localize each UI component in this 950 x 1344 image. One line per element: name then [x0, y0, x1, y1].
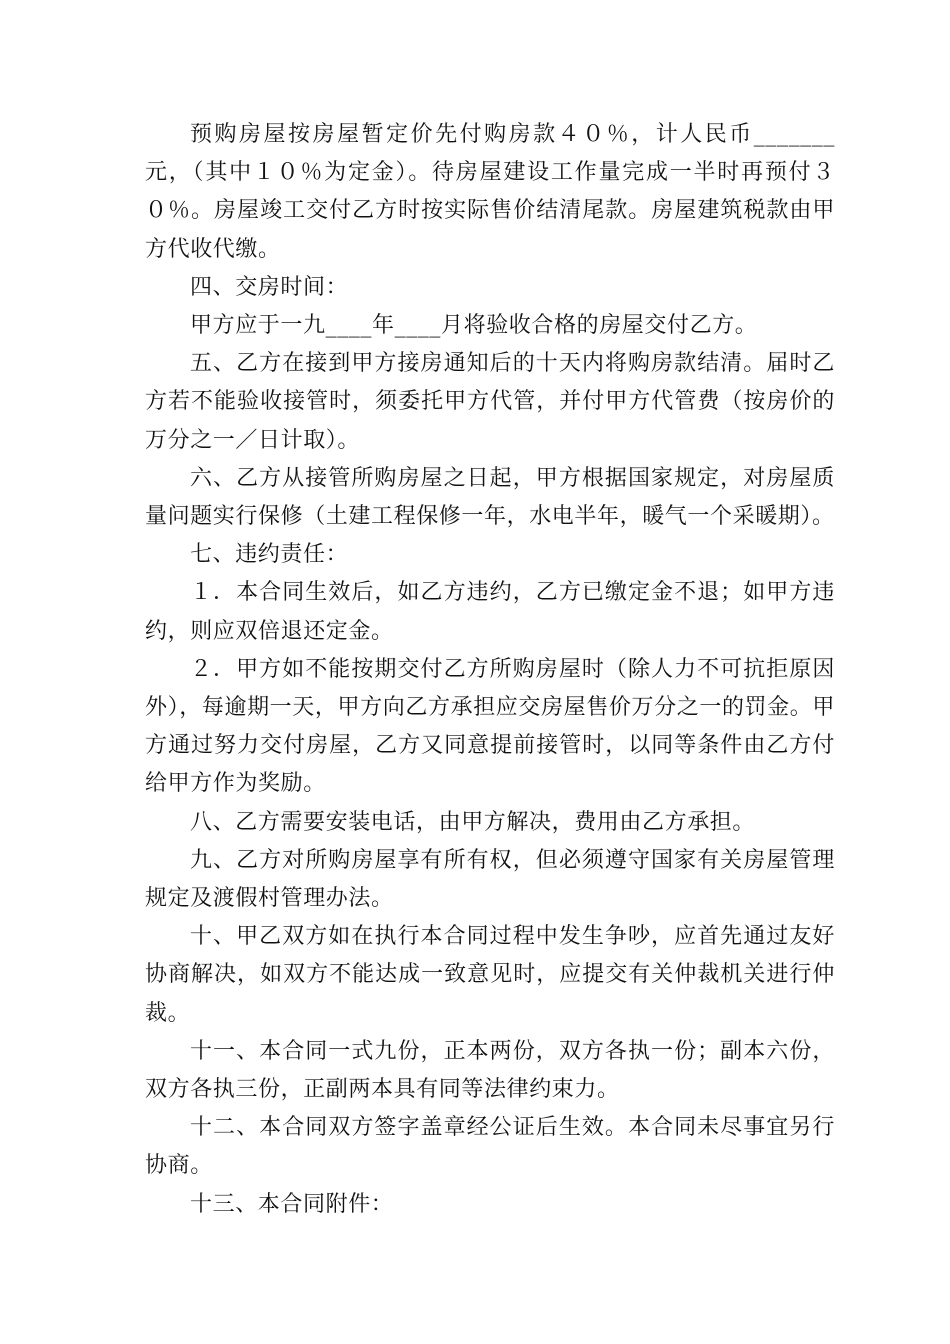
paragraph-delivery-date: 甲方应于一九____年____月将验收合格的房屋交付乙方。 — [190, 313, 758, 339]
paragraph-clause-nine: 九、乙方对所购房屋享有所有权，但必须遵守国家有关房屋管理规定及渡假村管理办法。 — [145, 847, 835, 912]
paragraph-breach-item-1: １．本合同生效后，如乙方违约，乙方已缴定金不退；如甲方违约，则应双倍退还定金。 — [145, 580, 835, 644]
paragraph-clause-five: 五、乙方在接到甲方接房通知后的十天内将购房款结清。届时乙方若不能验收接管时，须委托甲方代管，并付甲方代管费（按房价的万分之一／日计取）。 — [145, 351, 835, 453]
paragraph-prepayment: 预购房屋按房屋暂定价先付购房款４０％，计人民币_______元，（其中１０％为定金）。待房屋建设工作量完成一半时再预付３０％。房屋竣工交付乙方时按实际售价结清尾款。房屋建筑税款由甲方代收代缴。 — [145, 122, 835, 262]
paragraph-breach-item-2: ２．甲方如不能按期交付乙方所购房屋时（除人力不可抗拒原因外），每逾期一天，甲方向乙方承担应交房屋售价万分之一的罚金。甲方通过努力交付房屋，乙方又同意提前接管时，以同等条件由乙方付给甲方作为奖励。 — [145, 656, 835, 797]
paragraph-clause-ten: 十、甲乙双方如在执行本合同过程中发生争吵，应首先通过友好协商解决，如双方不能达成一致意见时，应提交有关仲裁机关进行仲裁。 — [145, 924, 835, 1026]
contract-text — [145, 116, 835, 1224]
heading-breach-liability: 七、违约责任： — [190, 542, 349, 568]
paragraph-clause-eight: 八、乙方需要安装电话，由甲方解决，费用由乙方承担。 — [190, 809, 756, 835]
heading-attachments: 十三、本合同附件： — [190, 1191, 394, 1217]
heading-delivery-time: 四、交房时间： — [190, 274, 349, 300]
paragraph-clause-six: 六、乙方从接管所购房屋之日起，甲方根据国家规定，对房屋质量问题实行保修（土建工程保修一年，水电半年，暖气一个采暖期）。 — [145, 465, 835, 530]
paragraph-clause-eleven: 十一、本合同一式九份，正本两份，双方各执一份；副本六份，双方各执三份，正副两本具有同等法律约束力。 — [145, 1038, 835, 1103]
paragraph-clause-twelve: 十二、本合同双方签字盖章经公证后生效。本合同未尽事宜另行协商。 — [145, 1115, 835, 1179]
